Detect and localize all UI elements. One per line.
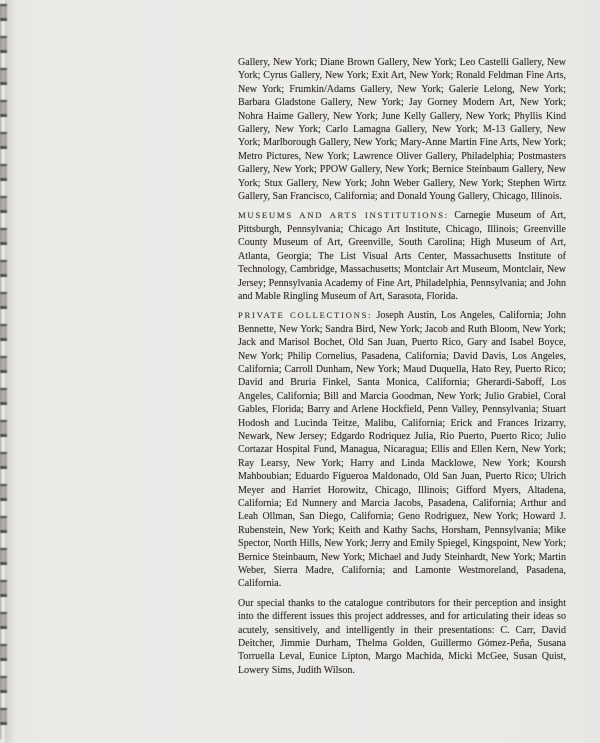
paragraph-galleries-text: Gallery, New York; Diane Brown Gallery, New York; Leo Castelli Gallery, New York; Cyrus Gallery, New York; Exit Art, New York; Ronald Feldman Fine Arts, New York; Frumkin/Adams Gallery, New York; Galerie Lelong, New York; Barbara Gladstone Gallery, New York; Jay Gorney Modern Art, New York; Nohra Haime Gallery, New York; June Kelly Gallery, New York; Phyllis Kind Gallery, New York; Carlo Lamagna Gallery, New York; M-13 Gallery, New York; Marlborough Gallery, New York; Mary-Anne Martin Fine Arts, New York; Metro Pictures, New York; Lawrence Oliver Gallery, Philadelphia; Postmasters Gallery, New York; PPOW Gallery, New York; Bernice Steinbaum Gallery, New York; Stux Gallery, New York; John Weber Gallery, New York; Stephen Wirtz Gallery, San Francisco, California; and Donald Young Gallery, Chicago, Illinois. [238, 57, 566, 203]
paragraph-museums-label: MUSEUMS AND ARTS INSTITUTIONS: [238, 210, 449, 221]
paragraph-museums-text: Carnegie Museum of Art, Pittsburgh, Pennsylvania; Chicago Art Institute, Chicago, Illinois; Greenville County Museum of Art, Greenville, South Carolina; High Museum of Art, Atlanta, Georgia; The List Visual Arts Center, Massachusetts Institute of Technology, Cambridge, Massachusetts; Montclair Art Museum, Montclair, New Jersey; Pennsylvania Academy of Fine Art, Philadelphia, Pennsylvania; and John and Mable Ringling Museum of Art, Sarasota, Florida. [238, 210, 566, 302]
paragraph-special-thanks [238, 597, 566, 677]
paragraph-private-collections [238, 309, 566, 591]
paragraph-special-thanks-text: Our special thanks to the catalogue contributors for their perception and insight into the different issues this project addresses, and for articulating their ideas so acutely, sensitively, and intelligently in their presentations: C. Carr, David Deitcher, Jimmie Durham, Thelma Golden, Guillermo Gómez-Peña, Susana Torruella Leval, Eunice Lipton, Margo Machida, Micki McGee, Susan Quist, Lowery Sims, Judith Wilson. [238, 597, 566, 676]
acknowledgments-text-block [238, 56, 566, 677]
paragraph-museums [238, 209, 566, 303]
paragraph-private-collections-label: PRIVATE COLLECTIONS: [238, 310, 373, 321]
binding-gutter-shadow [5, 0, 15, 743]
paragraph-private-collections-text: Joseph Austin, Los Angeles, California; John Bennette, New York; Sandra Bird, New York; Jacob and Ruth Bloom, New York; Jack and Marisol Bochet, Old San Juan, Puerto Rico, Gary and Isabel Boyce, New York; Philip Cornelius, Pasadena, California; David Davis, Los Angeles, California; Carroll Dunham, New York; Maud Duquella, Hato Rey, Puerto Rico; David and Bruria Finkel, Santa Monica, California; Gherardi-Saboff, Los Angeles, California; Bill and Marcia Goodman, New York; Julio Grabiel, Coral Gables, Florida; Barry and Arlene Hockfield, Penn Valley, Pennsylvania; Stuart Hodosh and Lucinda Teitze, Malibu, California; Erick and Frances Irizarry, Newark, New Jersey; Edgardo Rodriquez Julia, Rio Puerto, Puerto Rico; Julio Cortazar Hospital Fund, Managua, Nicaragua; Ellis and Ellen Kern, New York; Ray Learsy, New York; Harry and Linda Macklowe, New York; Koursh Mahboubian; Eduardo Figueroa Maldonado, Old San Juan, Puerto Rico; Ulrich Meyer and Harriet Horowitz, Chicago, Illinois; Gifford Myers, Altadena, California; Ed Nunnery and Marcia Jacobs, Pasadena, California; Arthur and Leah Ollman, San Diego, California; Geno Rodriguez, New York; Howard J. Rubenstein, New York; Keith and Kathy Sachs, Horsham, Pennsylvania; Mike Spector, North Hills, New York; Jerry and Emily Spiegel, Kingspoint, New York; Bernice Steinbaum, New York; Michael and Judy Steinhardt, New York; Martin Weber, Sierra Madre, California; and Lamonte Westmoreland, Pasadena, California. [238, 310, 566, 590]
paragraph-galleries [238, 56, 566, 203]
